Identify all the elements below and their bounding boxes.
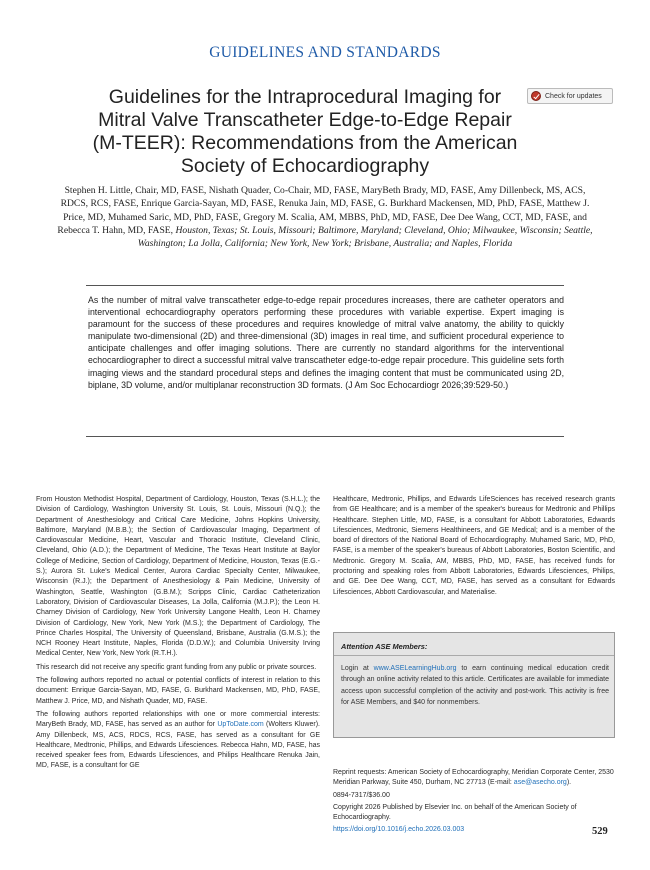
reprint-block: [333, 768, 615, 838]
author-locations: Houston, Texas; St. Louis, Missouri; Baltimore, Maryland; Cleveland, Ohio; Milwaukee, Wisconsin; Seattle, Washington; La Jolla, California; New York, New York; Brisbane, Australia; and Naples, Florida: [137, 224, 593, 250]
relationships-note: [36, 710, 320, 772]
relationships-text-cont: (Wolters Kluwer). Amy Dillenbeck, MS, ACS, RDCS, RCS, FASE, has served as a consultant for GE Healthcare, Medtronic, Phillips, and Edwards Lifesciences. Rebecca Hahn, MD, FASE, has received speaker fees from, Edwards Lifesciences, and Philips Healthcare Renuka Jain, MD, FASE, is a consultant for GE: [36, 721, 320, 770]
check-updates-icon: [531, 91, 541, 101]
article-title: Guidelines for the Intraprocedural Imaging for Mitral Valve Transcatheter Edge-to-Edge Repair (M-TEER): Recommendations from the American Society of Echocardiography: [92, 86, 518, 177]
relationships-continued: Healthcare, Medtronic, Phillips, and Edwards LifeSciences has received research grants from GE Healthcare; and is a member of the speaker's bureaus for Medtronic and Phillips Healthcare. Stephen Little, MD, FASE, is a consultant for Abbott Laboratories, Edwards Lifesciences, Medtronic, Siemens Healthineers, and GE Medical; and is a member of the board of directors of the National Board of Echocardiography. Muhamed Saric, MD, PhD, FASE, is a member of the speaker's bureaus of Abbott Laboratories, Boston Scientific, and Medtronic. Gregory M. Scalia, AM, MBBS, PhD, MD, FASE, has received funds for proctoring and speaking roles from Abbott Laboratories, Edwards Lifesciences, Philips, and GE. Dee Dee Wang, CCT, MD, FASE, has served as a consultant for Edwards Lifesciences, Abbott Cardiovascular, and Materialise.: [333, 496, 615, 596]
left-footnote-column: [36, 495, 320, 775]
issn: 0894-7317/$36.00: [333, 791, 390, 799]
affiliations-note: From Houston Methodist Hospital, Department of Cardiology, Houston, Texas (S.H.L.); the Division of Cardiology, Washington University St. Louis, St. Louis, Missouri (N.Q.); the Department of Anesthesiology and Critical Care Medicine, Johns Hopkins University, Baltimore, Maryland (M.B.B.); the Section of Cardiovascular Imaging, Department of Cardiovascular Medicine, Heart, Vascular and Thoracic Institute, Cleveland Clinic, Cleveland, Ohio (A.D.); the Department of Medicine, The Texas Heart Institute at Baylor College of Medicine, Section of Cardiology, Department of Medicine, Houston, Texas (E.G.-S.); Aurora St. Luke's Medical Center, Aurora Cardiac Specialty Center, Milwaukee, Wisconsin (R.J.); the Department of Anesthesiology & Pain Medicine, University of Washington, Seattle, Washington (G.B.M.); Scripps Clinic, Cardiac Catheterization Laboratory, Division of Cardiovascular Diseases, La Jolla, California (M.J.P.); the Leon H. Charney Division of Cardiology, New York University Langone Health, Leon H. Charney Division of Cardiology, New York, New York (M.S.); the Department of Cardiology, The Prince Charles Hospital, The University of Queensland, Brisbane, Australia (G.M.S.); the NCH Rooney Heart Institute, Naples, Florida (D.D.W.); and Columbia University Irving Medical Center, New York, New York (R.T.H.).: [36, 496, 320, 658]
attention-text: [341, 663, 609, 709]
page-number: 529: [592, 826, 608, 837]
copyright: Copyright 2026 Published by Elsevier Inc. on behalf of the American Society of Echocardiography.: [333, 803, 577, 822]
reprint-text: Reprint requests: American Society of Echocardiography, Meridian Corporate Center, 2530 Meridian Parkway, Suite 450, Durham, NC 27713 (E-mail:: [333, 769, 614, 787]
abstract-bottom-rule: [86, 436, 564, 437]
attention-title: Attention ASE Members:: [341, 642, 428, 651]
attention-text-pre: Login at: [341, 665, 369, 672]
abstract: As the number of mitral valve transcatheter edge-to-edge repair procedures increases, there are catheter operators and interventional echocardiography operators performing these procedures with variable expertise. Expert imaging is paramount for the success of these procedures and requires knowledge of mitral valve anatomy, the ability to quickly manipulate two-dimensional (2D) and three-dimensional (3D) images in real time, and sufficient procedural experience to anticipate challenges and offer imaging solutions. There are currently no standard algorithms for the interventional echocardiographer to direct a successful mitral valve transcatheter edge-to-edge repair procedure. This guideline sets forth imaging views and the standard procedural steps and defines the imaging content that must be communicated using 2D, biplane, 3D volume, and/or multiplanar reconstruction 3D formats. (J Am Soc Echocardiogr 2026;39:529-50.): [88, 295, 564, 390]
section-heading: GUIDELINES AND STANDARDS: [209, 44, 441, 61]
check-for-updates-label: Check for updates: [545, 92, 602, 100]
uptodate-link[interactable]: UpToDate.com: [217, 721, 264, 729]
right-footnote-column: [333, 495, 615, 601]
funding-note: This research did not receive any specific grant funding from any public or private sources.: [36, 663, 317, 671]
authors-names: Stephen H. Little, Chair, MD, FASE, Nishath Quader, Co-Chair, MD, FASE, MaryBeth Brady, MD, FASE, Amy Dillenbeck, MS, ACS, RDCS, RCS, FASE, Enrique Garcia-Sayan, MD, FASE, Renuka Jain, MD, FASE, G. Burkhard Mackensen, MD, PhD, FASE, Matthew J. Price, MD, Muhamed Saric, MD, PhD, FASE, Gregory M. Scalia, AM, MBBS, PhD, MD, FASE, Dee Dee Wang, CCT, MD, FASE, and Rebecca T. Hahn, MD, FASE,: [57, 185, 590, 236]
attention-ase-box: [333, 632, 615, 738]
attention-text-post: to earn continuing medical education credit through an online activity related to this article. Certificates are available for immediate access upon successful completion of the activity and post-work. This activity is free for ASE Members, and $40 for nonmembers.: [341, 665, 609, 707]
attention-divider: [334, 655, 614, 656]
reprint-requests: [333, 768, 615, 789]
check-for-updates-button[interactable]: [527, 88, 613, 104]
learning-hub-link[interactable]: www.ASELearningHub.org: [373, 665, 457, 672]
author-list: [50, 184, 600, 250]
ase-email-link[interactable]: ase@asecho.org: [513, 779, 567, 787]
reprint-text-end: ).: [566, 779, 572, 787]
relationships-text: The following authors reported relationships with one or more commercial interests: MaryBeth Brady, MD, FASE, has served as an author for: [36, 710, 320, 729]
no-conflicts-note: The following authors reported no actual or potential conflicts of interest in relation to this document: Enrique Garcia-Sayan, MD, FASE, G. Burkhard Mackensen, MD, PhD, FASE, Matthew J. Price, MD, and Nishath Quader, MD, FASE.: [36, 677, 320, 705]
doi-link[interactable]: https://doi.org/10.1016/j.echo.2026.03.003: [333, 826, 465, 834]
abstract-top-rule: [86, 285, 564, 286]
